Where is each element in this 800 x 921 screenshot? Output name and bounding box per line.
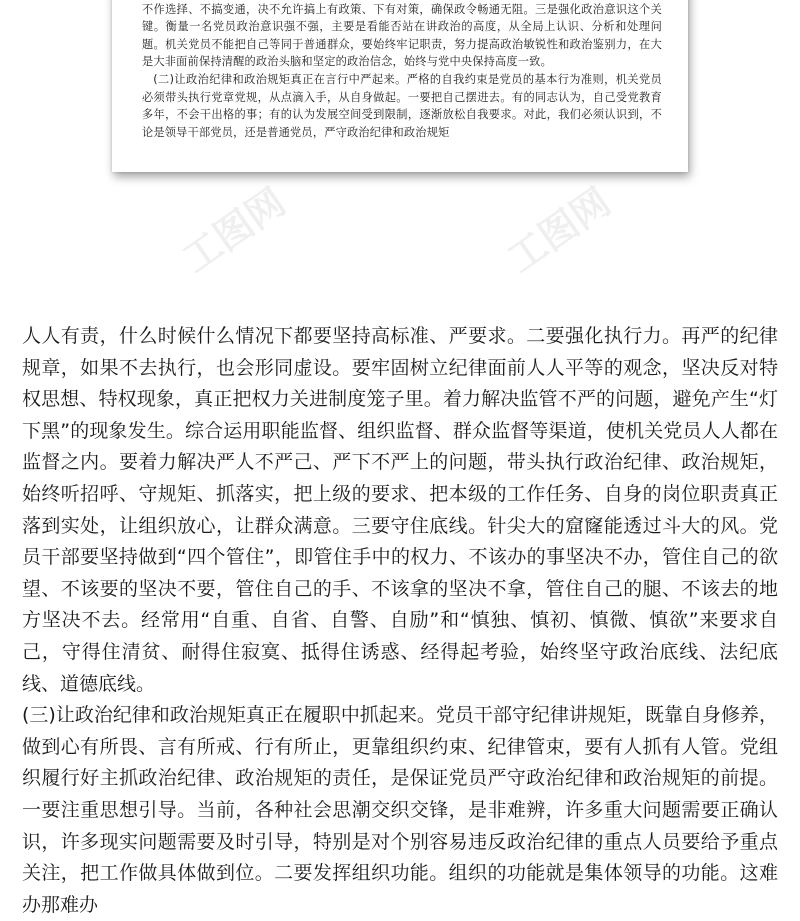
- body-paragraph: 人人有责，什么时候什么情况下都要坚持高标准、严要求。二要强化执行力。再严的纪律规章，如果不去执行，也会形同虚设。要牢固树立纪律面前人人平等的观念，坚决反对特权思想、特权现象，真正把权力关进制度笼子里。着力解决监管不严的问题，避免产生“灯下黑”的现象发生。综合运用职能监督、组织监督、群众监督等渠道，使机关党员人人都在监督之内。要着力解决严人不严己、严下不严上的问题，带头执行政治纪律、政治规矩，始终听招呼、守规矩、抓落实，把上级的要求、把本级的工作任务、自身的岗位职责真正落到实处，让组织放心，让群众满意。三要守住底线。针尖大的窟窿能透过斗大的风。党员干部要坚持做到“四个管住”，即管住手中的权力、不该办的事坚决不办，管住自己的欲望、不该要的坚决不要，管住自己的手、不该拿的坚决不拿，管住自己的腿、不该去的地方坚决不去。经常用“自重、自省、自警、自励”和“慎独、慎初、慎微、慎欲”来要求自己，守得住清贫、耐得住寂寞、抵得住诱惑、经得起考验，始终坚守政治底线、法纪底线、道德底线。: [22, 325, 778, 695]
- preview-paragraph: 不作选择、不搞变通，决不允许搞上有政策、下有对策，确保政令畅通无阻。三是强化政治意识这个关键。衡量一名党员政治意识强不强，主要是看能否站在讲政治的高度，从全局上认识、分析和处理问题。机关党员不能把自己等同于普通群众，要始终牢记职责，努力提高政治敏锐性和政治鉴别力，在大是大非面前保持清醒的政治头脑和坚定的政治信念，始终与党中央保持高度一致。: [142, 2, 662, 69]
- body-paragraph: (三)让政治纪律和政治规矩真正在履职中抓起来。党员干部守纪律讲规矩，既靠自身修养，做到心有所畏、言有所戒、行有所止，更靠组织约束、纪律管束，要有人抓有人管。党组织履行好主抓政治纪律、政治规矩的责任，是保证党员严守政治纪律和政治规矩的前提。一要注重思想引导。当前，各种社会思潮交织交锋，是非难辨，许多重大问题需要正确认识，许多现实问题需要及时引导，特别是对个别容易违反政治纪律的重点人员要给予重点关注，把工作做具体做到位。二要发挥组织功能。组织的功能就是集体领导的功能。这难办那难办: [22, 704, 778, 916]
- watermark: 工图网: [174, 179, 294, 282]
- preview-paragraph: (二)让政治纪律和政治规矩真正在言行中严起来。严格的自我约束是党员的基本行为准则，机关党员必须带头执行党章党规，从点滴入手，从自身做起。一要把自己摆进去。有的同志认为，自己受党教育多年，不会干出格的事；有的认为发展空间受到限制，逐渐放松自我要求。对此，我们必须认识到，不论是领导干部党员，还是普通党员，严守政治纪律和政治规矩: [142, 72, 662, 139]
- watermark: 工图网: [499, 179, 619, 282]
- document-preview-text: [142, 0, 662, 141]
- preview-area: [0, 0, 800, 300]
- document-preview-card: [112, 0, 688, 172]
- article-body: [22, 321, 778, 921]
